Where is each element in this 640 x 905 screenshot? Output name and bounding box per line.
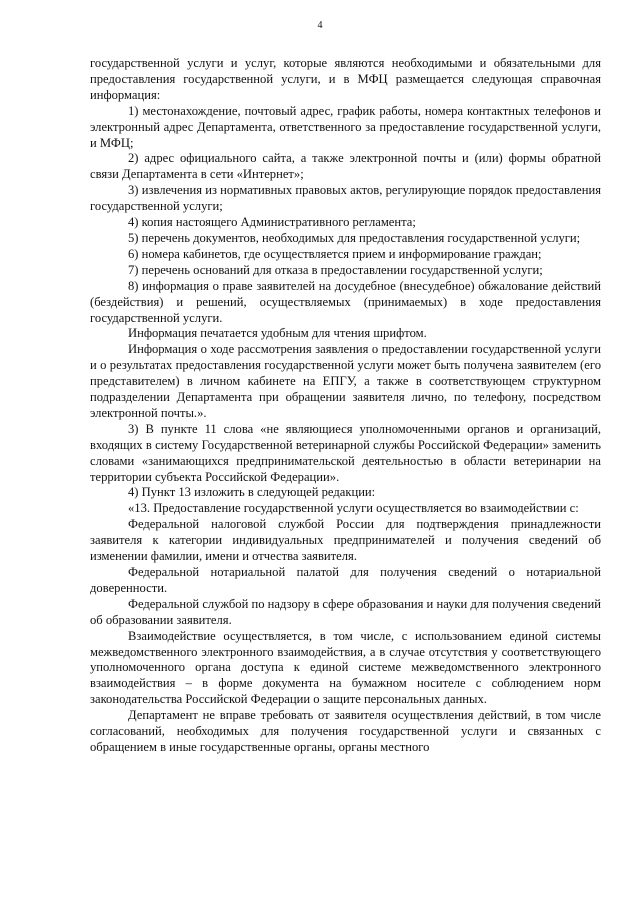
paragraph: Федеральной службой по надзору в сфере образования и науки для получения сведений об образовании заявителя. [90,596,601,627]
paragraph: 2) адрес официального сайта, а также электронной почты и (или) формы обратной связи Департамента в сети «Интернет»; [90,151,601,182]
paragraph: 4) копия настоящего Административного регламента; [128,215,416,230]
paragraph: 6) номера кабинетов, где осуществляется прием и информирование граждан; [128,246,542,261]
paragraph: Департамент не вправе требовать от заявителя осуществления действий, в том числе согласований, необходимых для получения государственной услуги и связанных с обращением в иные государственные органы, органы местного [90,708,601,754]
paragraph: 3) В пункте 11 слова «не являющиеся уполномоченными органов и организаций, входящих в систему Государственной ветеринарной службы Российской Федерации» заменить словами «занимающихся предпринимательской деятельностью в области ветеринарии на территории субъекта Российской Федерации». [90,421,601,484]
paragraph: Информация печатается удобным для чтения шрифтом. [128,326,427,341]
paragraph: Взаимодействие осуществляется, в том числе, с использованием единой системы межведомственного электронного взаимодействия, а в случае отсутствия у соответствующего уполномоченного органа доступа к единой системе межведомственного электронного взаимодействия – в форме документа на бумажном носителе с соблюдением норм законодательства Российской Федерации о защите персональных данных. [90,628,601,707]
paragraph: Федеральной налоговой службой России для подтверждения принадлежности заявителя к категории индивидуальных предпринимателей и получения сведений об изменении фамилии, имени и отчества заявителя. [90,517,601,564]
paragraph: 5) перечень документов, необходимых для предоставления государственной услуги; [128,230,581,245]
paragraph: «13. Предоставление государственной услуги осуществляется во взаимодействии с: [128,501,579,516]
page-number: 4 [317,20,323,31]
paragraph: Федеральной нотариальной палатой для получения сведений о нотариальной доверенности. [90,565,601,595]
paragraph: 7) перечень оснований для отказа в предоставлении государственной услуги; [128,262,543,277]
paragraph: 4) Пункт 13 изложить в следующей редакции: [128,485,376,500]
paragraph: государственной услуги и услуг, которые являются необходимыми и обязательными для предоставления государственной услуги, и в МФЦ размещается следующая справочная информация: [90,56,601,102]
paragraph: 8) информация о праве заявителей на досудебное (внесудебное) обжалование действий (бездействия) и решений, осуществляемых (принимаемых) в ходе предоставления государственной услуги. [90,278,601,325]
paragraph: Информация о ходе рассмотрения заявления о предоставлении государственной услуги и о результатах предоставления государственной услуги может быть получена заявителем (его представителем) в личном кабинете на ЕПГУ, а также в соответствующем структурном подразделении Департамента при обращении заявителя лично, по телефону, посредством электронной почты.». [90,342,601,420]
document-body [90,56,601,756]
paragraph: 3) извлечения из нормативных правовых актов, регулирующие порядок предоставления государственной услуги; [90,183,601,214]
paragraph: 1) местонахождение, почтовый адрес, график работы, номера контактных телефонов и электронный адрес Департамента, ответственного за предоставление государственной услуги, и МФЦ; [90,103,601,150]
